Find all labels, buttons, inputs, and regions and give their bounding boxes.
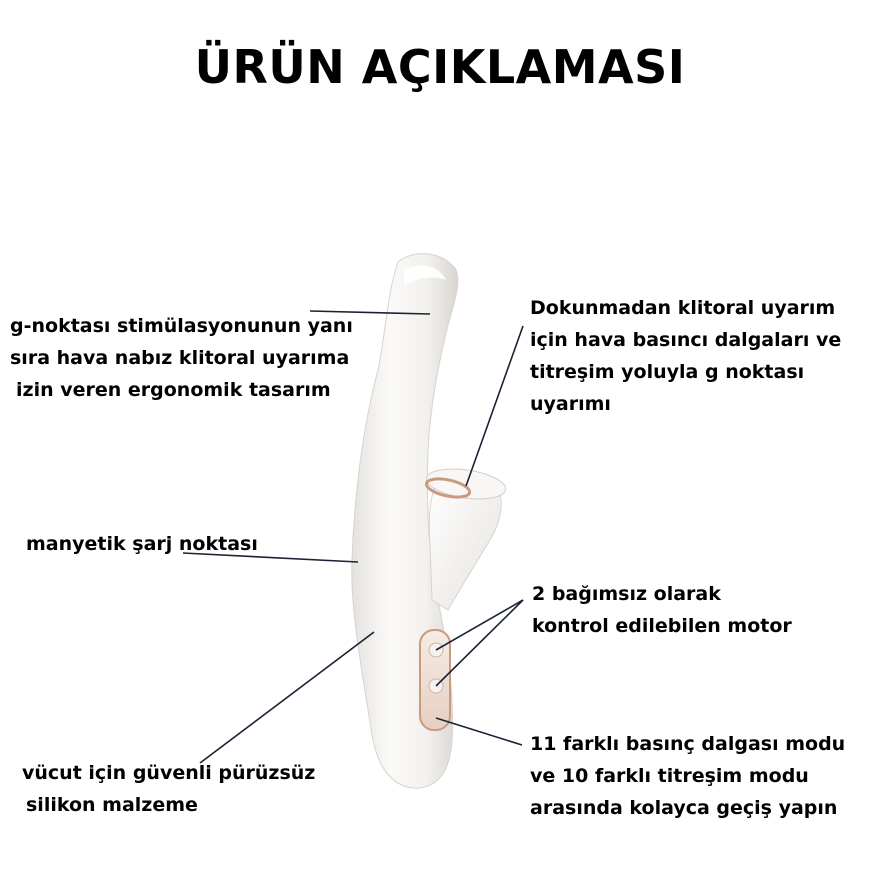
annotation-line: için hava basıncı dalgaları ve: [530, 329, 842, 351]
annotation-line: izin veren ergonomik tasarım: [16, 379, 331, 401]
annotation-line: g-noktası stimülasyonunun yanı: [10, 315, 353, 337]
annotation-line: titreşim yoluyla g noktası: [530, 361, 805, 383]
annotation-line: kontrol edilebilen motor: [532, 615, 792, 637]
annotation-line: arasında kolayca geçiş yapın: [530, 797, 838, 819]
leader-line-silicone: [200, 632, 374, 763]
annotation-line: silikon malzeme: [26, 794, 198, 816]
annotation-line: sıra hava nabız klitoral uyarıma: [10, 347, 350, 369]
product-illustration: [352, 254, 508, 789]
annotation-line: 2 bağımsız olarak: [532, 583, 721, 605]
annotation-line: ve 10 farklı titreşim modu: [530, 765, 809, 787]
annotation-line: Dokunmadan klitoral uyarım: [530, 297, 836, 319]
leader-line-charge: [183, 553, 358, 562]
annotation-line: manyetik şarj noktası: [26, 533, 258, 555]
annotation-line: vücut için güvenli pürüzsüz: [22, 762, 316, 784]
annotation-line: 11 farklı basınç dalgası modu: [530, 733, 846, 755]
leader-line-airwave: [466, 326, 523, 486]
page-title: ÜRÜN AÇIKLAMASI: [194, 40, 686, 94]
annotation-line: uyarımı: [530, 393, 611, 415]
